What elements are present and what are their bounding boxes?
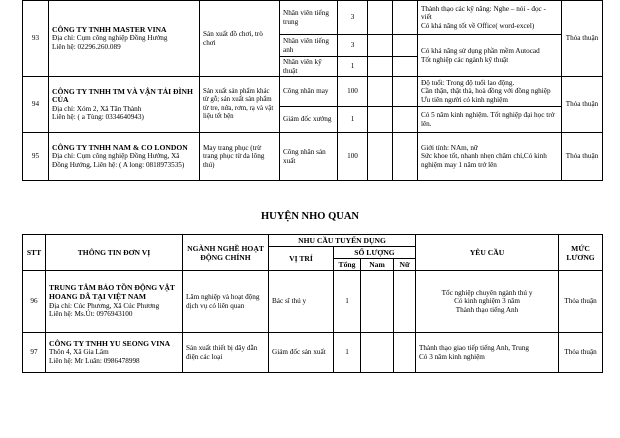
header-salary: MỨC LƯƠNG bbox=[559, 235, 603, 271]
position-cell: Nhân viên kỹ thuật bbox=[280, 57, 338, 77]
company-info-cell bbox=[46, 271, 183, 333]
position-cell: Giám đốc sản xuất bbox=[269, 333, 334, 373]
company-name: CÔNG TY TNHH MASTER VINA bbox=[52, 24, 167, 34]
company-address: Địa chỉ: Cụm công nghiệp Đồng Hướng, Xã Đồng Hướng, Liên hệ: ( A long: 0818973535) bbox=[52, 152, 185, 169]
header-position: VỊ TRÍ bbox=[269, 247, 334, 271]
female-cell bbox=[393, 1, 418, 35]
total-cell: 1 bbox=[338, 107, 368, 133]
header-male: Nam bbox=[361, 259, 394, 271]
total-cell: 1 bbox=[334, 271, 361, 333]
company-address: Địa chỉ: Xóm 2, Xã Tân Thành bbox=[52, 104, 142, 113]
salary-cell: Thỏa thuận bbox=[559, 333, 603, 373]
total-cell: 3 bbox=[338, 35, 368, 57]
requirement-cell: Độ tuổi: Trong độ tuổi lao động. Cần thận, thật thà, hoà đồng với đồng nghiệp Ưu tiên người có kinh nghiệm bbox=[418, 77, 562, 107]
top-table bbox=[22, 0, 603, 181]
requirement-cell: Thành thạo giao tiếp tiếng Anh, Trung Có 3 năm kinh nghiệm bbox=[416, 333, 559, 373]
region-title: HUYỆN NHO QUAN bbox=[260, 211, 359, 222]
total-cell: 1 bbox=[334, 333, 361, 373]
header-requirement: YÊU CẦU bbox=[416, 235, 559, 271]
requirement-cell: Giới tính: NAm, nữ Sức khoe tốt, nhanh nhẹn chăm chỉ,Có kinh nghiệm may 1 năm trở lên bbox=[418, 133, 562, 181]
header-stt: STT bbox=[23, 235, 46, 271]
company-contact: Liên hệ: 02296.260.089 bbox=[52, 42, 121, 51]
male-cell bbox=[368, 77, 393, 107]
company-contact: Liên hệ: ( a Tùng: 0334640943) bbox=[52, 113, 144, 122]
female-cell bbox=[393, 107, 418, 133]
company-contact: Liên hệ: Mr Luân: 0986478998 bbox=[49, 356, 140, 365]
position-cell: Bác sĩ thú y bbox=[269, 271, 334, 333]
header-demand: NHU CẦU TUYỂN DỤNG bbox=[269, 235, 416, 247]
stt-cell: 93 bbox=[23, 1, 49, 77]
header-info: THÔNG TIN ĐƠN VỊ bbox=[46, 235, 183, 271]
position-cell: Công nhân sản xuất bbox=[280, 133, 338, 181]
male-cell bbox=[368, 133, 393, 181]
header-total: Tổng bbox=[334, 259, 361, 271]
total-cell: 100 bbox=[338, 133, 368, 181]
bottom-table bbox=[22, 234, 603, 373]
requirement-cell: Tốc nghiệp chuyên ngành thú y Có kinh nghiệm 3 năm Thành thạo tiếng Anh bbox=[416, 271, 559, 333]
company-info-cell bbox=[49, 1, 200, 77]
stt-cell: 95 bbox=[23, 133, 49, 181]
industry-cell: Lâm nghiệp và hoạt động dịch vụ có liên quan bbox=[183, 271, 269, 333]
male-cell bbox=[368, 107, 393, 133]
female-cell bbox=[394, 333, 416, 373]
stt-cell: 96 bbox=[23, 271, 46, 333]
company-name: CÔNG TY TNHH TM VÀ VẬN TẢI ĐÌNH CỦA bbox=[52, 86, 193, 105]
industry-cell: May trang phục (trừ trang phục từ da lông thú) bbox=[200, 133, 280, 181]
requirement-cell: Có khả năng sử dụng phần mềm Autocad Tốt nghiệp các ngành kỹ thuật bbox=[418, 35, 562, 77]
salary-cell: Thỏa thuận bbox=[562, 1, 603, 77]
total-cell: 3 bbox=[338, 1, 368, 35]
male-cell bbox=[368, 35, 393, 57]
company-address: Địa chỉ: Cụm công nghiệp Đồng Hướng bbox=[52, 34, 168, 43]
company-name: TRUNG TÂM BẢO TỒN ĐỘNG VẬT HOANG DÃ TẠI VIỆT NAM bbox=[49, 283, 175, 301]
female-cell bbox=[393, 133, 418, 181]
industry-cell: Sản xuất đồ chơi, trò chơi bbox=[200, 1, 280, 77]
industry-cell: Sản xuất thiết bị dây dẫn điện các loại bbox=[183, 333, 269, 373]
header-female: Nữ bbox=[394, 259, 416, 271]
female-cell bbox=[393, 57, 418, 77]
requirement-cell: Thành thạo các kỹ năng: Nghe – nói - đọc - viết Có khả năng tốt về Office( word-excel) bbox=[418, 1, 562, 35]
header-industry: NGÀNH NGHỀ HOẠT ĐỘNG CHÍNH bbox=[183, 235, 269, 271]
company-address: Địa chỉ: Cúc Phương, Xã Cúc Phương bbox=[49, 301, 160, 310]
company-name: CÔNG TY TNHH YU SEONG VINA bbox=[49, 338, 171, 348]
header-quantity: SỐ LƯỢNG bbox=[334, 247, 416, 259]
salary-cell: Thỏa thuận bbox=[559, 271, 603, 333]
salary-cell: Thỏa thuận bbox=[562, 133, 603, 181]
female-cell bbox=[393, 35, 418, 57]
company-info-cell bbox=[46, 333, 183, 373]
position-cell: Nhân viên tiếng trung bbox=[280, 1, 338, 35]
male-cell bbox=[361, 333, 394, 373]
male-cell bbox=[368, 57, 393, 77]
position-cell: Giám đốc xưởng bbox=[280, 107, 338, 133]
company-info-cell bbox=[49, 133, 200, 181]
female-cell bbox=[394, 271, 416, 333]
company-info-cell bbox=[49, 77, 200, 133]
stt-cell: 97 bbox=[23, 333, 46, 373]
total-cell: 100 bbox=[338, 77, 368, 107]
total-cell: 1 bbox=[338, 57, 368, 77]
company-contact: Liên hệ: Ms.Út: 0976943100 bbox=[49, 310, 133, 319]
stt-cell: 94 bbox=[23, 77, 49, 133]
company-name: CÔNG TY TNHH NAM & CO LONDON bbox=[52, 142, 188, 152]
male-cell bbox=[368, 1, 393, 35]
position-cell: Nhân viên tiếng anh bbox=[280, 35, 338, 57]
position-cell: Công nhân may bbox=[280, 77, 338, 107]
male-cell bbox=[361, 271, 394, 333]
salary-cell: Thỏa thuận bbox=[562, 77, 603, 133]
female-cell bbox=[393, 77, 418, 107]
industry-cell: Sản xuất sản phẩm khác từ gỗ; sản xuất sản phẩm từ tre, nứa, rơm, rạ và vật liệu tết bện bbox=[200, 77, 280, 133]
requirement-cell: Có 5 năm kinh nghiệm. Tốt nghiệp đại học trở lên. bbox=[418, 107, 562, 133]
company-address: Thôn 4, Xã Gia Lâm bbox=[49, 348, 109, 357]
